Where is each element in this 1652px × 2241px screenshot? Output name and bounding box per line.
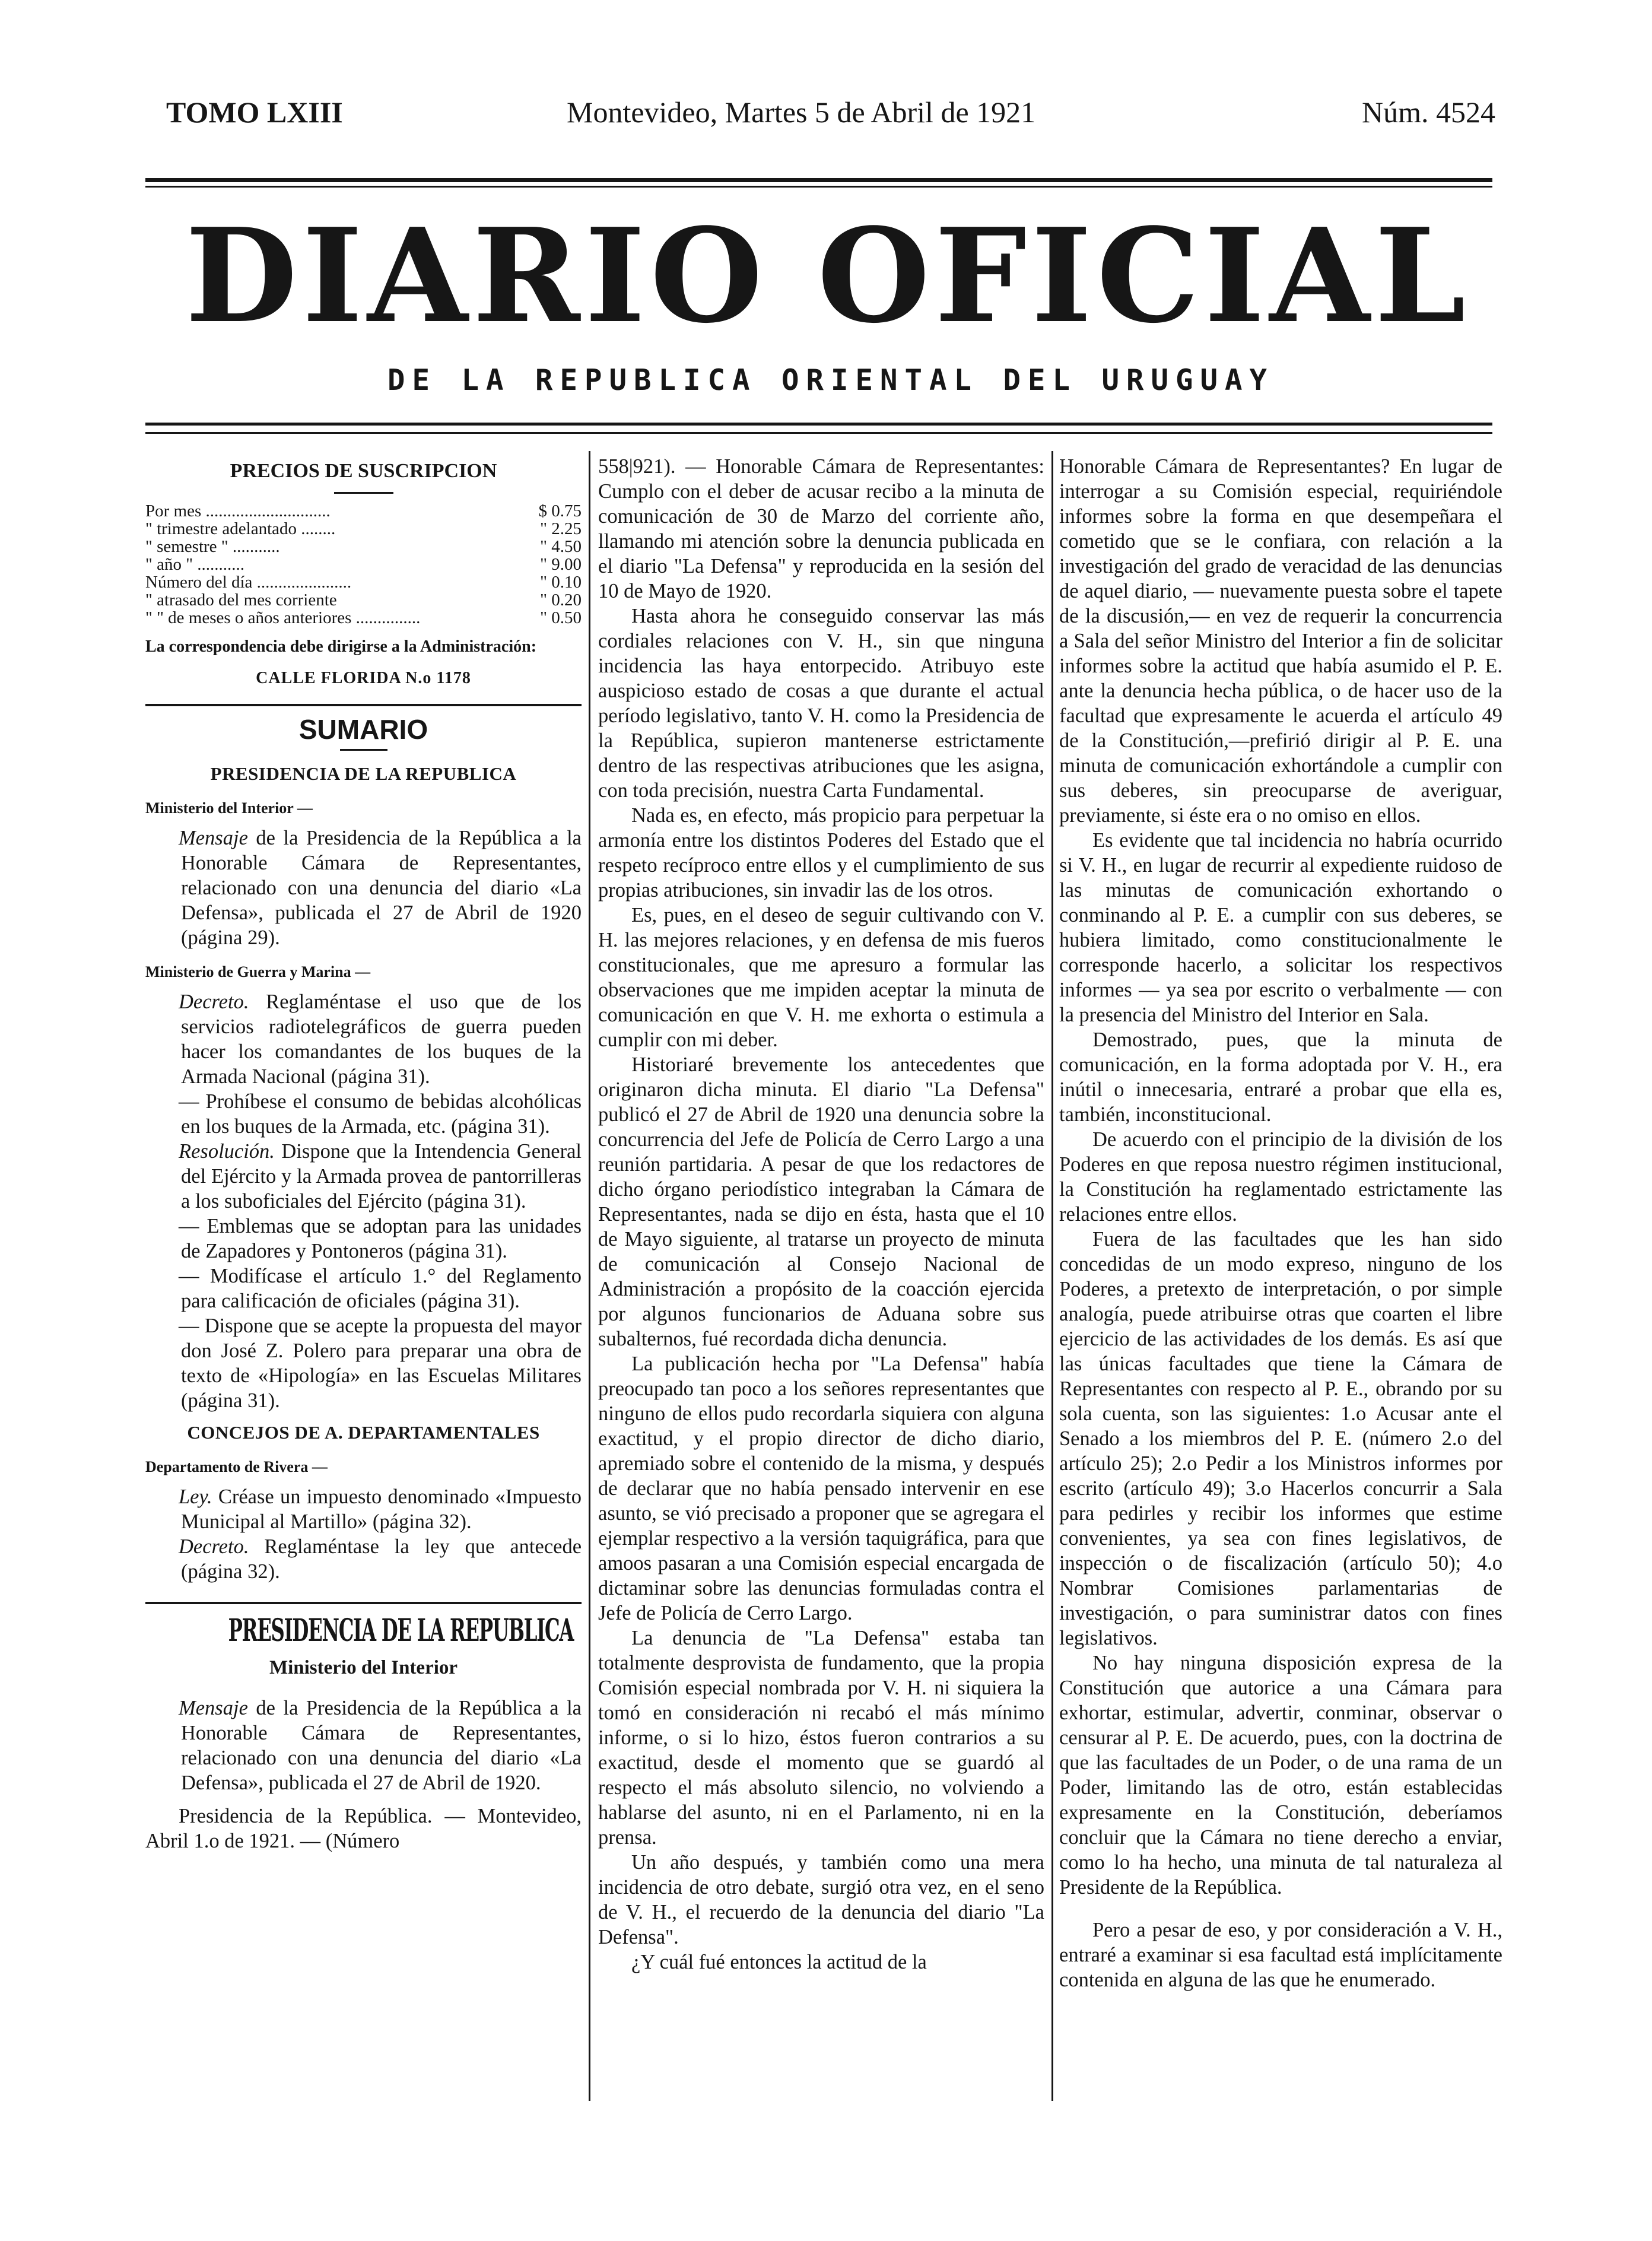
price-amount: " 0.10 — [540, 573, 582, 592]
header-rule-bottom — [145, 432, 1492, 434]
article-paragraph: Honorable Cámara de Representantes? En lugar de interrogar a su Comisión especial, requiriéndole informes sobre la forma en que desempeñara el cometido que se le confiara, con relación a la investigación del grado de veracidad de las denuncias de aquel diario, — nuevamente puesta sobre el tapete de la discusión,— en vez de requerir la concurrencia a Sala del señor Ministro del Interior a fin de solicitar informes sobre la actitud que había asumido el P. E. ante la denuncia hecha pública, o de hacer uso de la facultad que expresamente le acuerda el artículo 49 de la Constitución,—prefirió dirigir al P. E. una minuta de comunicación exhortándole a cumplir con sus deberes, sin preocuparse de averiguar, previamente, si éste era o no omiso en ellos. — [1059, 455, 1502, 827]
prices-title: PRECIOS DE SUSCRIPCION — [230, 460, 497, 482]
sumario-presidencia-heading: PRESIDENCIA DE LA REPUBLICA — [210, 763, 517, 784]
article-paragraph: Historiaré brevemente los antecedentes que originaron dicha minuta. El diario "La Defensa" publicó el 27 de Abril de 1920 una denuncia sobre la concurrencia del Jefe de Policía de Cerro Largo a una reunión partidaria. A pesar de que los redactores de dicho órgano periodístico integraban la Cámara de Representantes, nada se dijo en ésta, hasta que el 10 de Mayo siguiente, al tratarse un proyecto de minuta de comunicación al Consejo Nacional de Administración a propósito de la coacción ejercida por algunos funcionarios de Aduana sobre sus subalternos, fué recordada dicha denuncia. — [598, 1053, 1044, 1350]
column-1 — [145, 454, 582, 1853]
article-paragraph: Hasta ahora he conseguido conservar las más cordiales relaciones con V. H., sin que ninguna incidencia las haya entorpecido. Atribuyo este auspicioso estado de cosas a que durante el actual período legislativo, tanto V. H. como la Presidencia de la República, supieron mantenerse estrictamente dentro de las respectivas atribuciones que les asigna, con toda precisión, nuestra Carta Fundamental. — [598, 605, 1044, 802]
sumario-entry: Decreto. Reglaméntase la ley que antecede (página 32). — [179, 1535, 582, 1583]
sumario-entry: — Modifícase el artículo 1.° del Reglamento para calificación de oficiales (página 31). — [179, 1265, 582, 1312]
price-row — [145, 573, 582, 591]
article-paragraph: Es evidente que tal incidencia no habría ocurrido si V. H., en lugar de recurrir al expediente ruidoso de las minutas de comunicación exhortando o conminando al P. E. a cumplir con sus deberes, se hubiera limitado, como constitucionalmente le corresponde hacerlo, a solicitar los respectivos informes — ya sea por escrito o verbalmente — con la presencia del Ministro del Interior en Sala. — [1059, 829, 1502, 1026]
article-text: Presidencia de la República. — Montevideo, Abril 1.o de 1921. — (Número — [145, 1805, 582, 1852]
article-paragraph: ¿Y cuál fué entonces la actitud de la — [631, 1951, 927, 1973]
prices-rule — [334, 492, 393, 494]
price-amount: " 4.50 — [540, 537, 582, 556]
correspondence-note: La correspondencia debe dirigirse a la Administración: — [145, 637, 537, 656]
price-amount: " 2.25 — [540, 519, 582, 538]
article-paragraph: De acuerdo con el principio de la división de los Poderes en que reposa nuestro régimen institucional, la Constitución ha reglamentado estrictamente las relaciones entre ellos. — [1059, 1128, 1502, 1226]
price-label: " semestre " ........... — [145, 537, 280, 556]
price-row — [145, 502, 582, 520]
sumario-entry: Resolución. Dispone que la Intendencia General del Ejército y la Armada provea de pantorrilleras a los suboficiales del Ejército (página 31). — [179, 1140, 582, 1212]
header-rule-thin — [145, 423, 1492, 426]
column-3 — [1059, 454, 1502, 1992]
price-amount: $ 0.75 — [538, 501, 582, 520]
sumario-entry: — Dispone que se acepte la propuesta del mayor don José Z. Polero para preparar una obra de texto de «Hipología» en las Escuelas Militares (página 31). — [179, 1315, 582, 1412]
price-label: Número del día ...................... — [145, 573, 352, 592]
issue-date: Montevideo, Martes 5 de Abril de 1921 — [567, 96, 1036, 129]
article-paragraph: La publicación hecha por "La Defensa" había preocupado tan poco a los señores representantes que ninguno de ellos pudo recordarla siquiera con alguna exactitud, y el propio director de dicho diario, apremiado sobre el contenido de la misma, y después de declarar que no había pensado intervenir en ese asunto, se vió precisado a proponer que se agregara el ejemplar respectivo a la versión taquigráfica, para que amoos pasaran a una Comisión especial encargada de dictaminar sobre las denuncias formuladas contra el Jefe de Policía de Cerro Largo. — [598, 1353, 1044, 1624]
section-rule — [145, 704, 582, 706]
price-amount: " 0.20 — [540, 591, 582, 610]
article-paragraph: Es, pues, en el deseo de seguir cultivando con V. H. las mejores relaciones, y en defensa de mis fueros constitucionales, que me apresuro a formular las observaciones que me impiden aceptar la minuta de comunicación en que V. H. me exhorta o estimula a cumplir con mi deber. — [598, 904, 1044, 1051]
paragraph-gap — [1059, 1900, 1502, 1918]
article-paragraph: Pero a pesar de eso, y por consideración a V. H., entraré a examinar si esa facultad está implícitamente contenida en alguna de las que he enumerado. — [1059, 1919, 1502, 1991]
price-label: " atrasado del mes corriente — [145, 591, 337, 610]
sumario-departamento-rivera: Departamento de Rivera — — [145, 1458, 328, 1475]
sumario-concejos-heading: CONCEJOS DE A. DEPARTAMENTALES — [187, 1422, 540, 1443]
price-row — [145, 520, 582, 538]
article-paragraph: 558|921). — Honorable Cámara de Representantes: Cumplo con el deber de acusar recibo a la minuta de comunicación de 30 de Marzo del corriente año, llamando mi atención sobre la denuncia publicada en el diario "La Defensa" y reproducida en la sesión del 10 de Mayo de 1920. — [598, 455, 1044, 602]
price-label: " " de meses o años anteriores ............... — [145, 608, 421, 627]
price-label: Por mes ............................. — [145, 501, 331, 520]
header-rule-top — [145, 178, 1492, 188]
article-paragraph: No hay ninguna disposición expresa de la Constitución que autorice a una Cámara para exhortar, estimular, advertir, conminar, observar o censurar al P. E. De acuerdo, pues, con la doctrina de que las facultades de un Poder, o de una rama de un Poder, limitando las de otro, están establecidas expresamente en la Constitución, deberíamos concluir que la Cámara no tiene derecho a enviar, como lo ha hecho, una minuta de tal naturaleza al Presidente de la República. — [1059, 1652, 1502, 1899]
prices-table — [145, 502, 582, 627]
price-row — [145, 538, 582, 556]
sumario-entry: — Prohíbese el consumo de bebidas alcohólicas en los buques de la Armada, etc. (página 31). — [179, 1090, 582, 1138]
sumario-entry: Mensaje de la Presidencia de la República a la Honorable Cámara de Representantes, relacionado con una denuncia del diario «La Defensa», publicada el 27 de Abril de 1920 (página 29). — [179, 827, 582, 949]
issue-number: Núm. 4524 — [1362, 96, 1495, 129]
article-paragraph: Demostrado, pues, que la minuta de comunicación, en la forma adoptada por V. H., era inútil o innecesaria, entraré a probar que ella es, también, inconstitucional. — [1059, 1029, 1502, 1126]
sumario-entry: — Emblemas que se adoptan para las unidades de Zapadores y Pontoneros (página 31). — [179, 1215, 582, 1262]
newspaper-title: DIARIO OFICIAL — [185, 200, 1470, 352]
section-rule — [145, 1602, 582, 1604]
column-divider-1 — [589, 451, 590, 2101]
sumario-rule — [340, 749, 387, 751]
article-paragraph: Nada es, en efecto, más propicio para perpetuar la armonía entre los distintos Poderes del Estado que el respeto recíproco entre ellos y el cumplimiento de sus propias atribuciones, sin invadir las de los otros. — [598, 804, 1044, 902]
column-divider-2 — [1051, 451, 1053, 2101]
administration-address: CALLE FLORIDA N.o 1178 — [256, 669, 471, 687]
newspaper-subtitle: DE LA REPUBLICA ORIENTAL DEL URUGUAY — [387, 363, 1275, 397]
section-mensaje: Mensaje de la Presidencia de la República a la Honorable Cámara de Representantes, relacionado con una denuncia del diario «La Defensa», publicada el 27 de Abril de 1920. — [179, 1697, 582, 1794]
sumario-ministerio-interior: Ministerio del Interior — — [145, 799, 313, 817]
article-paragraph: Un año después, y también como una mera incidencia de otro debate, surgió otra vez, en el seno de V. H., el recuerdo de la denuncia del diario "La Defensa". — [598, 1851, 1044, 1948]
price-label: " trimestre adelantado ........ — [145, 519, 336, 538]
price-row — [145, 591, 582, 609]
tomo-label: TOMO LXIII — [166, 96, 343, 129]
price-row — [145, 556, 582, 573]
price-label: " año " ........... — [145, 555, 245, 574]
price-amount: " 9.00 — [540, 555, 582, 574]
masthead-top-line — [166, 95, 1495, 142]
sumario-ministerio-guerra: Ministerio de Guerra y Marina — — [145, 963, 371, 980]
article-paragraph: Fuera de las facultades que les han sido concedidas de un modo expreso, ninguno de los Poderes, a pretexto de interpretación, o por simple analogía, puede atribuirse otras que coarten el libre ejercicio de las actividades de los demás. Es así que las únicas facultades que tiene la Cámara de Representantes con respecto al P. E., obrando por su sola cuenta, son las siguientes: 1.o Acusar ante el Senado a los miembros del P. E. (número 2.o del artículo 25); 2.o Pedir a los Ministros informes por escrito (artículo 49); 3.o Hacerlos concurrir a Sala para pedirles y recibir los informes que estime convenientes, ya sea con fines legislativos, de inspección o de fiscalización (artículo 50); 4.o Nombrar Comisiones parlamentarias de investigación, o para suministrar datos con fines legislativos. — [1059, 1228, 1502, 1649]
section-ministerio-title: Ministerio del Interior — [269, 1657, 458, 1678]
sumario-entry: Ley. Créase un impuesto denominado «Impuesto Municipal al Martillo» (página 32). — [179, 1485, 582, 1533]
section-presidencia-title: PRESIDENCIA DE LA REPUBLICA — [228, 1612, 574, 1649]
price-amount: " 0.50 — [540, 608, 582, 627]
article-paragraph: La denuncia de "La Defensa" estaba tan totalmente desprovista de fundamento, que la propia Comisión especial nombrada por V. H. ni siquiera la tomó en consideración ni recabó el más mínimo informe, o si lo hizo, éstos fueron contrarios a su exactitud, desde el momento que se guardó al respecto el más absoluto silencio, no volviendo a hablarse del asunto, ni en el Parlamento, ni en la prensa. — [598, 1627, 1044, 1849]
column-2 — [598, 454, 1044, 1975]
sumario-entry: Decreto. Reglaméntase el uso que de los servicios radiotelegráficos de guerra pueden hacer los comandantes de los buques de la Armada Nacional (página 31). — [179, 991, 582, 1088]
price-row — [145, 609, 582, 627]
sumario-title: SUMARIO — [298, 714, 428, 745]
